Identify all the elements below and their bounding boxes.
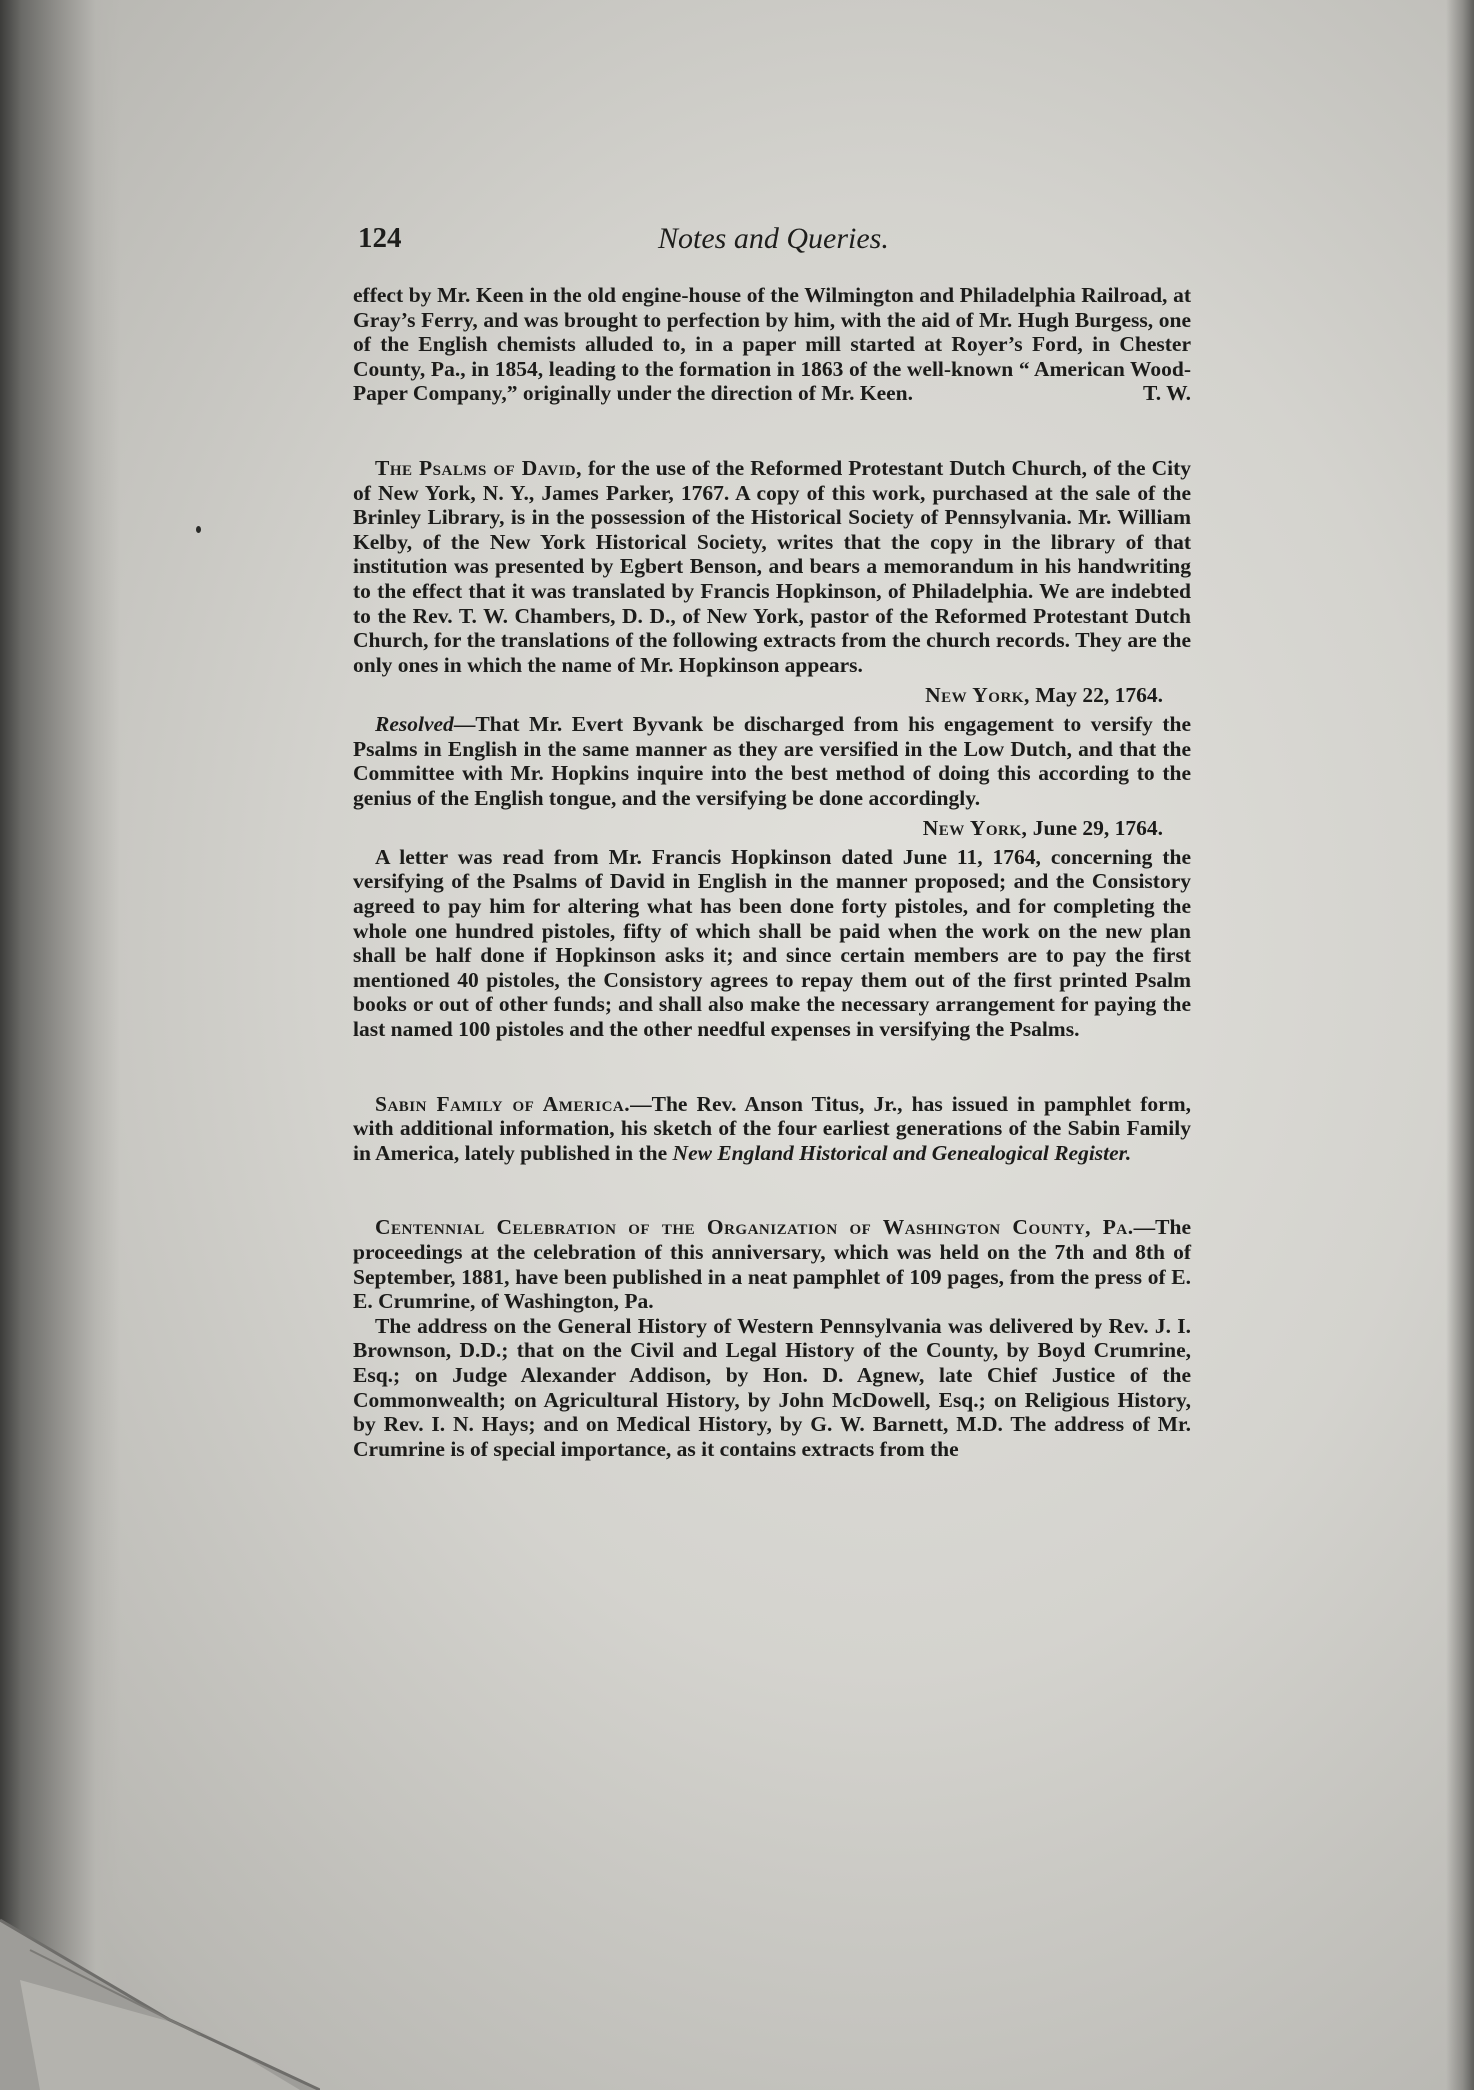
resolved-text: —That Mr. Evert Byvank be discharged from his engagement to versify the Psalms in English in the same manner as they are versified in the Low Dutch, and that the Committee with Mr. Hopkins inquire into the best method of doing this according to the genius of the English tongue, and the versifying be done accordingly. bbox=[353, 711, 1191, 810]
article-psalms-title: The Psalms of David, bbox=[375, 455, 582, 480]
article-centennial bbox=[353, 1215, 1191, 1313]
article-centennial-text: —The proceedings at the celebration of this anniversary, which was held on the 7th and 8th of September, 1881, have been published in a neat pamphlet of 109 pages, from the press of E. E. Crumrine, of Washington, Pa. bbox=[353, 1215, 1191, 1314]
article-centennial-title: Centennial Celebration of the Organization of Washington County, Pa. bbox=[375, 1215, 1134, 1240]
section-gap bbox=[353, 406, 1191, 456]
page-number: 124 bbox=[358, 222, 402, 254]
resolved-paragraph bbox=[353, 712, 1191, 810]
letter-paragraph: A letter was read from Mr. Francis Hopkinson dated June 11, 1764, concerning the versifying of the Psalms of David in English in the manner proposed; and the Consistory agreed to pay him for altering what has been done forty pistoles, and for completing the whole one hundred pistoles, fifty of which shall be paid when the work on the new plan shall be half done if Hopkinson asks it; and since certain members are to pay the first mentioned 40 pistoles, the Consistory agrees to repay them out of the first printed Psalm books or out of other funds; and shall also make the necessary arrangement for paying the last named 100 pistoles and the other needful expenses in versifying the Psalms. bbox=[353, 844, 1191, 1042]
page-body bbox=[353, 283, 1191, 1461]
article-wood-paper bbox=[353, 283, 1191, 406]
ink-spot bbox=[196, 526, 201, 533]
torn-page-corner bbox=[0, 1830, 320, 2090]
article-psalms-intro bbox=[353, 456, 1191, 677]
right-edge-shadow bbox=[1446, 0, 1474, 2090]
dateline-may bbox=[353, 683, 1191, 708]
page-header bbox=[358, 222, 1190, 262]
resolved-label: Resolved bbox=[375, 711, 454, 736]
article-sabin-journal: New England Historical and Genealogical Register. bbox=[672, 1140, 1132, 1165]
article-psalms-intro-text: for the use of the Reformed Protestant Dutch Church, of the City of New York, N. Y., James Parker, 1767. A copy of this work, purchased at the sale of the Brinley Library, is in the possession of the Historical Society of Pennsylvania. Mr. William Kelby, of the New York Historical Society, writes that the copy in the library of that institution was presented by Egbert Benson, and bears a memorandum in his handwriting to the effect that it was translated by Francis Hopkinson, of Philadelphia. We are indebted to the Rev. T. W. Chambers, D. D., of New York, pastor of the Reformed Protestant Dutch Church, for the translations of the following extracts from the church records. They are the only ones in which the name of Mr. Hopkinson appears. bbox=[353, 455, 1191, 677]
article-sabin-title: Sabin Family of America. bbox=[375, 1091, 631, 1116]
article-wood-paper-text: effect by Mr. Keen in the old engine-house of the Wilmington and Philadelphia Railroad, at Gray’s Ferry, and was brought to perfection by him, with the aid of Mr. Hugh Burgess, one of the English chemists alluded to, in a paper mill started at Royer’s Ford, in Chester County, Pa., in 1854, leading to the formation in 1863 of the well-known “ American Wood-Paper Company,” originally under the direction of Mr. Keen. bbox=[353, 283, 1191, 406]
dateline-june-date: June 29, 1764. bbox=[1032, 816, 1163, 841]
dateline-may-date: May 22, 1764. bbox=[1035, 683, 1163, 708]
binding-edge-shadow bbox=[0, 0, 120, 2090]
section-gap bbox=[353, 1042, 1191, 1092]
article-signature: T. W. bbox=[1142, 381, 1191, 406]
article-sabin-text: —The Rev. Anson Titus, Jr., has issued in pamphlet form, with additional information, his sketch of the four earliest generations of the Sabin Family in America, lately published in the bbox=[353, 1091, 1191, 1165]
article-centennial-addresses: The address on the General History of Western Pennsylvania was delivered by Rev. J. I. Brownson, D.D.; that on the Civil and Legal History of the County, by Boyd Crumrine, Esq.; on Judge Alexander Addison, by Hon. D. Agnew, late Chief Justice of the Commonwealth; on Agricultural History, by John McDowell, Esq.; on Religious History, by Rev. I. N. Hays; and on Medical History, by G. W. Barnett, M.D. The address of Mr. Crumrine is of special importance, as it contains extracts from the bbox=[353, 1313, 1191, 1461]
dateline-may-place: New York, bbox=[925, 683, 1030, 708]
article-sabin bbox=[353, 1092, 1191, 1166]
dateline-june bbox=[353, 816, 1191, 841]
section-gap bbox=[353, 1165, 1191, 1215]
dateline-june-place: New York, bbox=[922, 816, 1028, 841]
running-head: Notes and Queries. bbox=[658, 222, 889, 255]
